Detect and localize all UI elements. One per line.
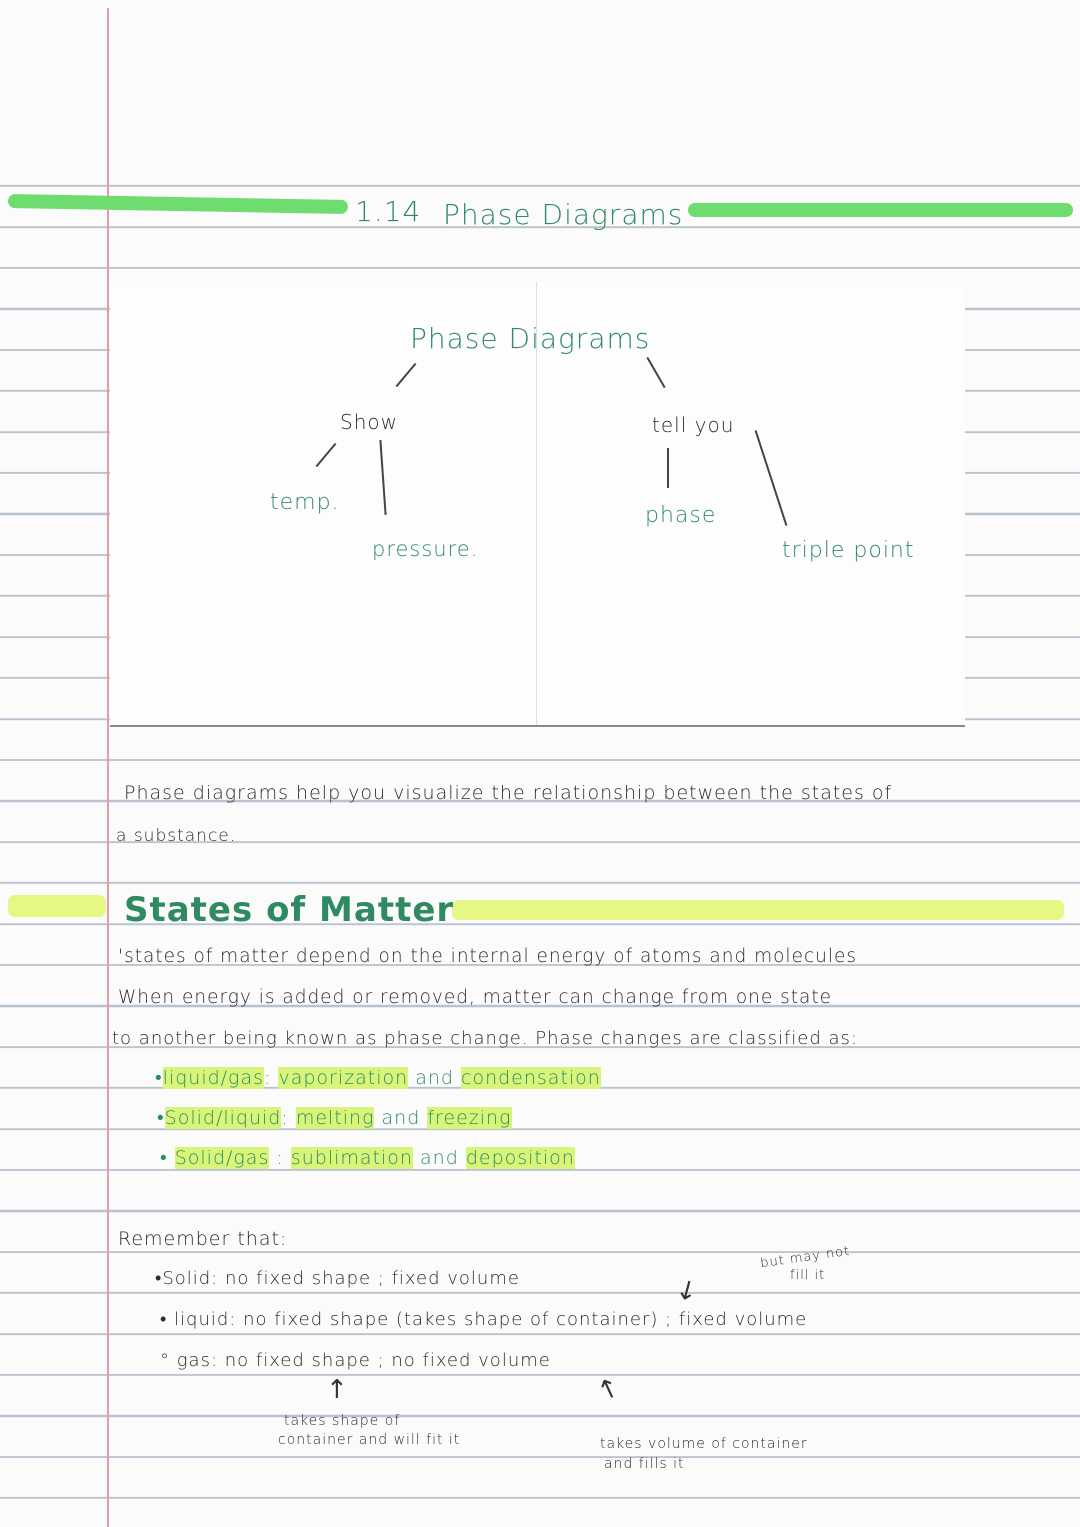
map-root: Phase Diagrams <box>410 322 651 355</box>
process-b: deposition <box>465 1147 575 1169</box>
page-title: Phase Diagrams <box>443 198 684 231</box>
note-takes-shape: takes shape of <box>284 1413 401 1429</box>
note-fills-it: and fills it <box>604 1456 685 1472</box>
map-node-show: Show <box>340 410 398 434</box>
page-top-blank <box>0 0 1080 168</box>
item-text: liquid: no fixed shape (takes shape of container) ; fixed volume <box>174 1309 808 1330</box>
map-leaf-phase: phase <box>645 503 717 528</box>
conjunction: and <box>415 1067 454 1089</box>
section-heading: States of Matter <box>124 890 455 930</box>
remember-item-liquid: • liquid: no fixed shape (takes shape of container) ; fixed volume <box>160 1309 808 1330</box>
bullet-label: Solid/gas <box>174 1147 270 1169</box>
arrow-icon: ↙ <box>669 1271 704 1309</box>
arrow-up-icon: ↑ <box>592 1371 626 1409</box>
process-a: sublimation <box>290 1147 413 1169</box>
phase-change-bullet: •Solid/liquid: melting and freezing <box>157 1107 512 1129</box>
process-b: freezing <box>427 1107 512 1129</box>
margin-line <box>107 8 109 1527</box>
item-text: Solid: no fixed shape ; fixed volume <box>162 1268 520 1289</box>
map-leaf-triple-point: triple point <box>782 538 915 563</box>
heading-highlight-right <box>452 900 1064 920</box>
separator: : <box>276 1147 284 1169</box>
process-a: melting <box>295 1107 375 1129</box>
arrow-up-icon: ↑ <box>326 1375 348 1405</box>
body-line-2: When energy is added or removed, matter can change from one state <box>118 987 833 1008</box>
phase-change-bullet: • Solid/gas : sublimation and deposition <box>160 1147 575 1169</box>
title-highlight-left <box>8 194 348 214</box>
note-takes-volume: takes volume of container <box>600 1436 808 1452</box>
process-a: vaporization <box>278 1067 409 1089</box>
body-line-3: to another being known as phase change. Phase changes are classified as: <box>112 1028 858 1049</box>
note-but-may-not: but may not <box>759 1243 852 1272</box>
note-container-fit: container and will fit it <box>278 1432 461 1448</box>
map-node-tell-you: tell you <box>652 413 735 437</box>
heading-highlight-left <box>8 895 106 917</box>
title-highlight-right <box>688 203 1073 217</box>
conjunction: and <box>381 1107 421 1129</box>
process-b: condensation <box>461 1067 601 1089</box>
remember-item-solid: •Solid: no fixed shape ; fixed volume <box>155 1268 520 1289</box>
remember-item-gas: ° gas: no fixed shape ; no fixed volume <box>160 1350 551 1371</box>
separator: : <box>264 1067 272 1089</box>
body-line-1: 'states of matter depend on the internal energy of atoms and molecules <box>118 946 858 967</box>
map-leaf-pressure: pressure. <box>372 537 479 561</box>
intro-line-1: Phase diagrams help you visualize the relationship between the states of <box>124 782 893 804</box>
phase-change-bullet: •liquid/gas: vaporization and condensation <box>155 1067 601 1089</box>
item-text: gas: no fixed shape ; no fixed volume <box>176 1350 551 1371</box>
connector <box>667 448 669 488</box>
note-fill-it: fill it <box>790 1268 826 1283</box>
bullet-label: Solid/liquid <box>164 1107 282 1129</box>
conjunction: and <box>420 1147 459 1169</box>
bullet-label: liquid/gas <box>162 1067 265 1089</box>
map-leaf-temp: temp. <box>270 490 340 515</box>
separator: : <box>281 1107 289 1129</box>
remember-heading: Remember that: <box>118 1228 288 1250</box>
intro-line-2: a substance. <box>116 826 237 846</box>
section-number: 1.14 <box>355 195 422 228</box>
